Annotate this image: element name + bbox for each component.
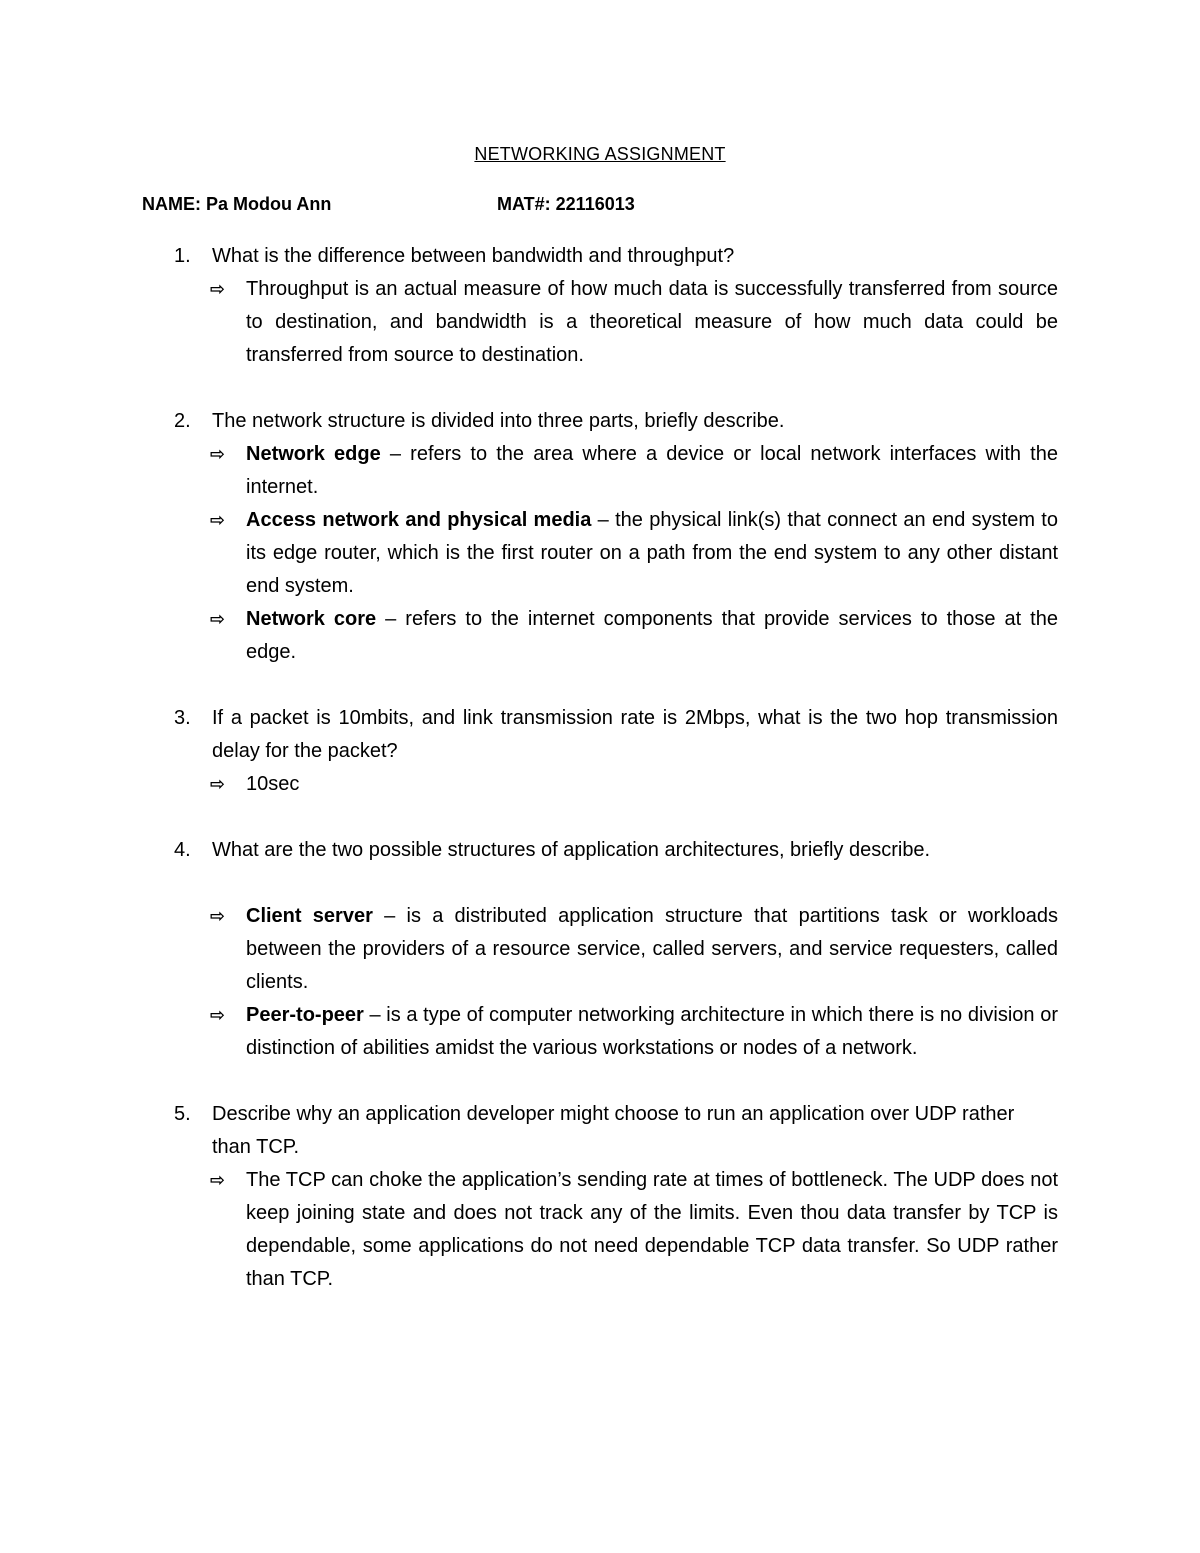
answer-item <box>210 603 1058 669</box>
answer-text <box>246 900 1058 999</box>
answer-separator: – <box>372 905 407 927</box>
question-body <box>212 1098 1058 1296</box>
answer-separator: – <box>376 608 406 630</box>
arrow-bullet-icon: ⇨ <box>210 774 226 794</box>
arrow-bullet-icon: ⇨ <box>210 1005 226 1025</box>
question-text: The network structure is divided into three parts, briefly describe. <box>212 410 785 432</box>
answer-item <box>210 900 1058 999</box>
question-text: If a packet is 10mbits, and link transmission rate is 2Mbps, what is the two hop transmission delay for the packet? <box>212 707 1058 762</box>
question-number: 3. <box>174 707 191 729</box>
question-item <box>174 405 1058 669</box>
answer-item <box>210 273 1058 372</box>
question-body <box>212 702 1058 801</box>
arrow-bullet-icon: ⇨ <box>210 609 226 629</box>
answer-term: Peer-to-peer <box>246 1004 364 1026</box>
answer-description: is a distributed application structure that partitions task or workloads between the providers of a resource service, called servers, and service requesters, called clients. <box>246 905 1059 993</box>
answer-item <box>210 768 1058 801</box>
arrow-bullet-icon: ⇨ <box>210 279 226 299</box>
answer-term: Access network and physical media <box>246 509 592 531</box>
answer-item <box>210 999 1058 1065</box>
answer-text: 10sec <box>246 773 300 795</box>
answer-description: is a type of computer networking architecture in which there is no division or distinction of abilities amidst the various workstations or nodes of a network. <box>246 1004 1058 1059</box>
question-item <box>174 834 1058 1065</box>
answer-separator: – <box>380 443 411 465</box>
answer-item <box>210 1164 1058 1296</box>
question-item <box>174 702 1058 801</box>
answer-term: Client server <box>246 905 373 927</box>
question-item <box>174 240 1058 372</box>
answer-description: refers to the internet components that provide services to those at the edge. <box>246 608 1058 663</box>
answer-text <box>246 504 1058 603</box>
question-number: 4. <box>174 839 191 861</box>
question-number: 2. <box>174 410 191 432</box>
answer-description: refers to the area where a device or local network interfaces with the internet. <box>246 443 1058 498</box>
answer-description: the physical link(s) that connect an end system to its edge router, which is the first router on a path from the end system to any other distant end system. <box>246 509 1058 597</box>
page-title: NETWORKING ASSIGNMENT <box>474 144 726 164</box>
answer-text <box>246 438 1058 504</box>
answer-text: Throughput is an actual measure of how much data is successfully transferred from source to destination, and bandwidth is a theoretical measure of how much data could be transferred from source to destination. <box>246 278 1058 366</box>
student-name: NAME: Pa Modou Ann <box>142 194 332 214</box>
answer-term: Network core <box>246 608 377 630</box>
question-list <box>174 240 1058 1329</box>
question-text: Describe why an application developer might choose to run an application over UDP rather than TCP. <box>212 1103 1015 1158</box>
answer-separator: – <box>363 1004 387 1026</box>
arrow-bullet-icon: ⇨ <box>210 1170 226 1190</box>
arrow-bullet-icon: ⇨ <box>210 444 226 464</box>
answer-term: Network edge <box>246 443 381 465</box>
question-number: 1. <box>174 245 191 267</box>
answer-item <box>210 504 1058 603</box>
question-body <box>212 834 1058 1065</box>
answer-text <box>246 603 1058 669</box>
arrow-bullet-icon: ⇨ <box>210 510 226 530</box>
question-text: What are the two possible structures of application architectures, briefly describe. <box>212 839 931 861</box>
blank-line <box>212 867 1058 900</box>
question-text: What is the difference between bandwidth and throughput? <box>212 245 735 267</box>
answer-item <box>210 438 1058 504</box>
answer-separator: – <box>591 509 616 531</box>
student-mat-number: MAT#: 22116013 <box>497 194 635 214</box>
question-body <box>212 240 1058 372</box>
question-body <box>212 405 1058 669</box>
arrow-bullet-icon: ⇨ <box>210 906 226 926</box>
question-number: 5. <box>174 1103 191 1125</box>
answer-text: The TCP can choke the application’s sending rate at times of bottleneck. The UDP does not keep joining state and does not track any of the limits. Even thou data transfer by TCP is dependable, some applications do not need dependable TCP data transfer. So UDP rather than TCP. <box>246 1169 1058 1290</box>
question-item <box>174 1098 1058 1296</box>
answer-text <box>246 999 1058 1065</box>
